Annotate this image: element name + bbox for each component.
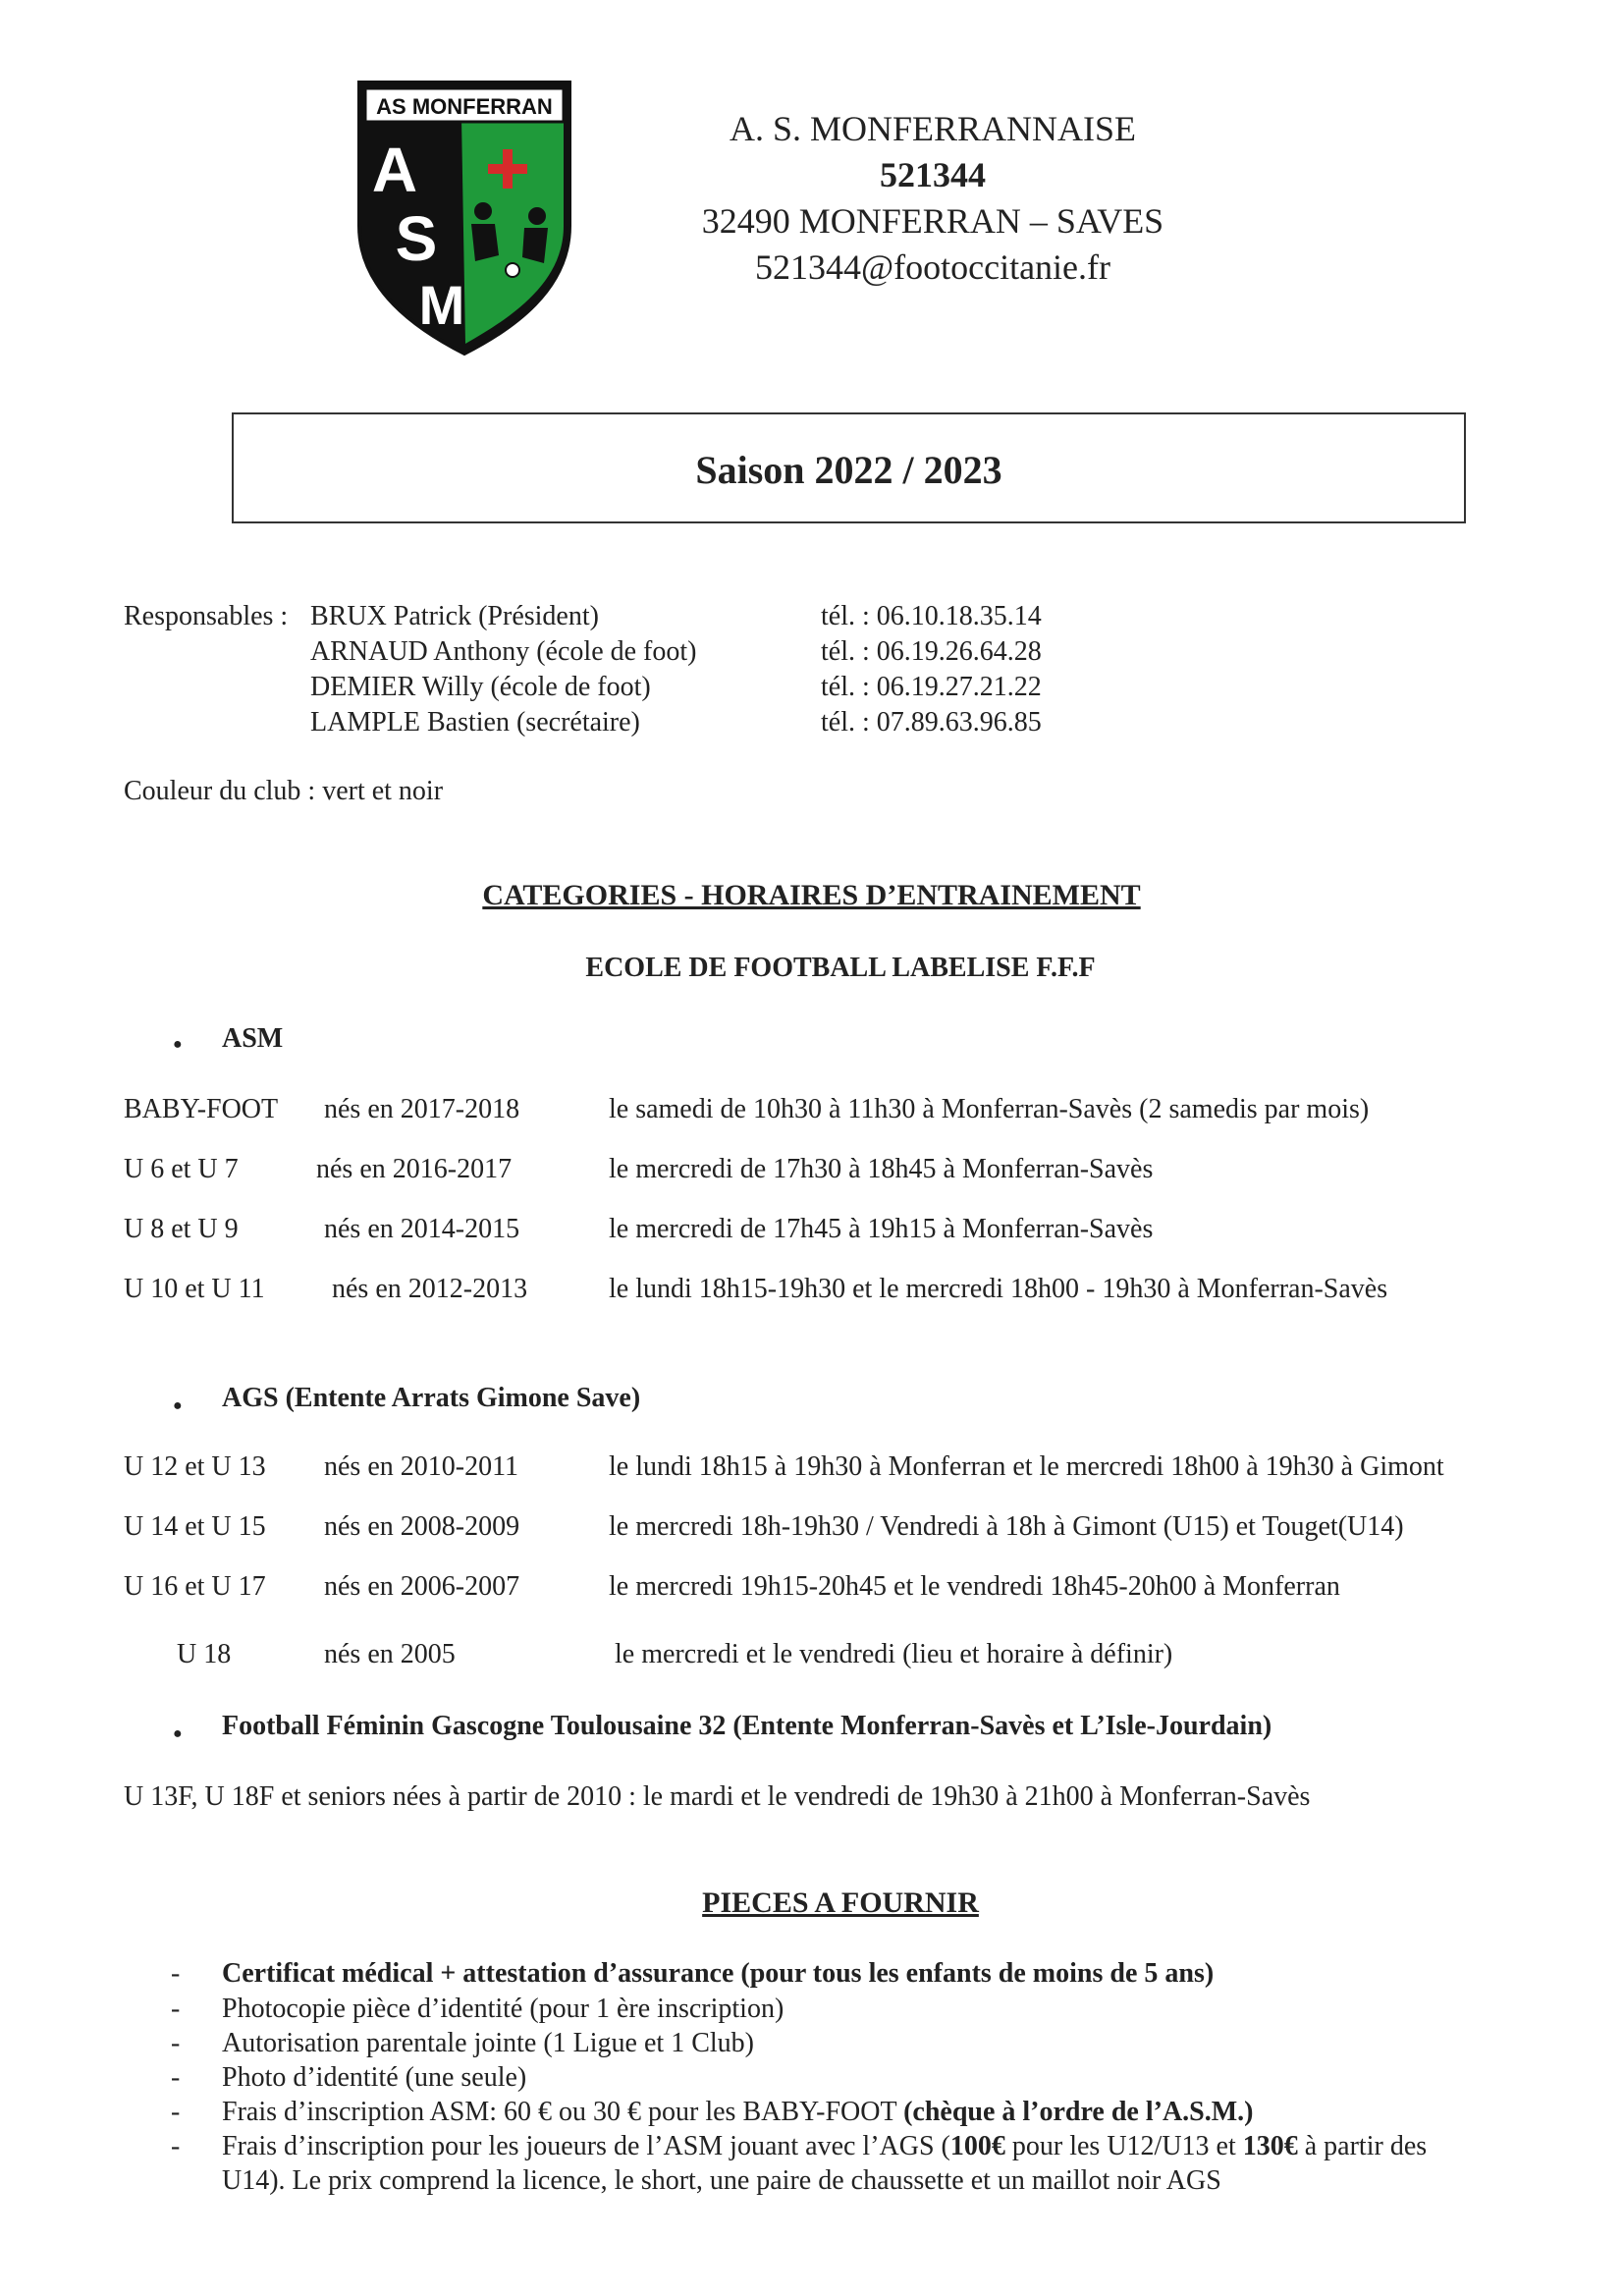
category-schedule: le mercredi 18h-19h30 / Vendredi à 18h à Gimont (U15) et Touget(U14): [609, 1511, 1404, 1542]
dash-icon: -: [171, 1958, 181, 1989]
logo-letter-a: A: [371, 135, 418, 205]
category-name: U 10 et U 11: [124, 1274, 265, 1304]
season-box: [232, 412, 1466, 523]
piece-item: [222, 2095, 1254, 2130]
category-born: nés en 2016-2017: [316, 1154, 513, 1184]
club-color: Couleur du club : vert et noir: [124, 776, 444, 806]
category-name: U 6 et U 7: [124, 1154, 239, 1184]
responsable-name: LAMPLE Bastien (secrétaire): [310, 707, 640, 738]
responsable-tel: tél. : 06.19.26.64.28: [821, 636, 1042, 667]
category-born: nés en 2010-2011: [324, 1451, 519, 1482]
piece-item-text: à partir des: [1297, 2131, 1428, 2161]
dash-icon: -: [171, 2062, 181, 2093]
piece-item-text: Frais d’inscription ASM: 60 € ou 30 € pour les BABY-FOOT: [222, 2097, 904, 2127]
pieces-title: PIECES A FOURNIR: [702, 1886, 979, 1919]
club-name: A. S. MONFERRANNAISE: [729, 109, 1137, 148]
piece-item: Photo d’identité (une seule): [222, 2062, 527, 2093]
category-name: BABY-FOOT: [124, 1094, 279, 1124]
dash-icon: -: [171, 1994, 181, 2024]
asm-section-label: ASM: [222, 1023, 284, 1054]
responsable-tel: tél. : 07.89.63.96.85: [821, 707, 1042, 738]
piece-item: Photocopie pièce d’identité (pour 1 ère inscription): [222, 1994, 784, 2024]
piece-item: Autorisation parentale jointe (1 Ligue et 1 Club): [222, 2028, 754, 2058]
bullet-icon: ●: [173, 1725, 183, 1742]
categories-subtitle: ECOLE DE FOOTBALL LABELISE F.F.F: [585, 953, 1096, 983]
responsables-label: Responsables :: [124, 601, 289, 631]
club-logo: [355, 79, 573, 358]
club-number: 521344: [880, 155, 986, 194]
category-name: U 12 et U 13: [124, 1451, 266, 1482]
piece-item: Certificat médical + attestation d’assurance (pour tous les enfants de moins de 5 ans): [222, 1958, 1215, 1989]
dash-icon: -: [171, 2131, 181, 2161]
responsable-tel: tél. : 06.10.18.35.14: [821, 601, 1042, 631]
club-email: 521344@footoccitanie.fr: [754, 247, 1111, 287]
category-name: U 16 et U 17: [124, 1571, 266, 1602]
ags-section-label: AGS (Entente Arrats Gimone Save): [222, 1383, 641, 1413]
season-title: Saison 2022 / 2023: [695, 448, 1002, 492]
category-name: U 14 et U 15: [124, 1511, 266, 1542]
category-born: nés en 2006-2007: [324, 1571, 520, 1602]
category-born: nés en 2005: [324, 1639, 456, 1669]
category-name: U 8 et U 9: [124, 1214, 239, 1244]
bullet-icon: ●: [173, 1397, 183, 1414]
category-schedule: le lundi 18h15-19h30 et le mercredi 18h00 - 19h30 à Monferran-Savès: [609, 1274, 1388, 1304]
piece-item-text: Frais d’inscription pour les joueurs de l’ASM jouant avec l’AGS (: [222, 2131, 950, 2161]
responsable-name: ARNAUD Anthony (école de foot): [310, 636, 697, 667]
dash-icon: -: [171, 2028, 181, 2058]
category-born: nés en 2012-2013: [332, 1274, 528, 1304]
feminin-schedule: U 13F, U 18F et seniors nées à partir de 2010 : le mardi et le vendredi de 19h30 à 21h00 à Monferran-Savès: [124, 1781, 1311, 1812]
logo-letter-m: M: [418, 274, 465, 336]
category-schedule: le mercredi et le vendredi (lieu et horaire à définir): [615, 1639, 1173, 1669]
category-born: nés en 2014-2015: [324, 1214, 520, 1244]
bullet-icon: ●: [173, 1036, 183, 1053]
piece-item-emphasis: 130€: [1242, 2131, 1298, 2161]
category-schedule: le samedi de 10h30 à 11h30 à Monferran-Savès (2 samedis par mois): [609, 1094, 1370, 1124]
responsable-name: BRUX Patrick (Président): [310, 601, 599, 631]
club-address: 32490 MONFERRAN – SAVES: [701, 201, 1164, 241]
feminin-section-label: Football Féminin Gascogne Toulousaine 32 (Entente Monferran-Savès et L’Isle-Jourdain): [222, 1711, 1272, 1741]
responsable-tel: tél. : 06.19.27.21.22: [821, 672, 1042, 702]
piece-item-continued: U14). Le prix comprend la licence, le short, une paire de chaussette et un maillot noir AGS: [222, 2165, 1221, 2196]
category-schedule: le mercredi de 17h30 à 18h45 à Monferran-Savès: [609, 1154, 1154, 1184]
piece-item-emphasis: 100€: [949, 2131, 1005, 2161]
piece-item-text: pour les U12/U13 et: [1004, 2131, 1243, 2161]
logo-letter-s: S: [395, 203, 438, 274]
category-born: nés en 2008-2009: [324, 1511, 520, 1542]
category-schedule: le mercredi 19h15-20h45 et le vendredi 18h45-20h00 à Monferran: [609, 1571, 1340, 1602]
piece-item-emphasis: (chèque à l’ordre de l’A.S.M.): [903, 2097, 1254, 2127]
responsable-name: DEMIER Willy (école de foot): [310, 672, 651, 702]
category-born: nés en 2017-2018: [324, 1094, 520, 1124]
category-name: U 18: [177, 1639, 232, 1669]
piece-item: [222, 2129, 1427, 2164]
logo-badge-text: AS MONFERRAN: [376, 94, 553, 119]
category-schedule: le lundi 18h15 à 19h30 à Monferran et le mercredi 18h00 à 19h30 à Gimont: [609, 1451, 1444, 1482]
dash-icon: -: [171, 2097, 181, 2127]
categories-title: CATEGORIES - HORAIRES D’ENTRAINEMENT: [482, 879, 1141, 911]
category-schedule: le mercredi de 17h45 à 19h15 à Monferran-Savès: [609, 1214, 1154, 1244]
